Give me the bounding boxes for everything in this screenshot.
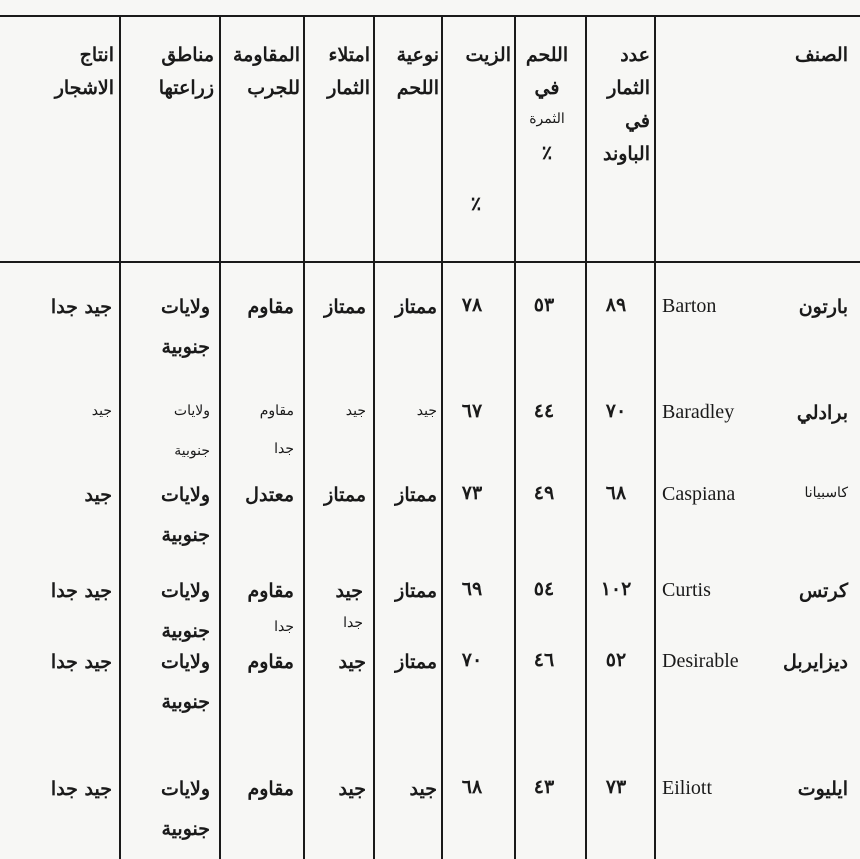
flesh-type-value: جيد bbox=[416, 403, 437, 419]
header-oil bbox=[441, 46, 511, 228]
column-divider bbox=[373, 17, 375, 859]
scab-resistance-value: مقاوم bbox=[259, 403, 294, 419]
oil-percent-value: ٧٣ bbox=[461, 482, 483, 504]
fruit-fullness-value: ممتاز bbox=[324, 484, 366, 506]
flesh-type-value: ممتاز bbox=[395, 296, 437, 318]
header-text: الثمار bbox=[327, 77, 370, 99]
oil-percent-value: ٧٠ bbox=[461, 649, 483, 671]
oil-percent-value: ٦٨ bbox=[461, 776, 483, 798]
header-text: اللحم bbox=[525, 44, 569, 66]
fruits-per-pound-value: ٨٩ bbox=[605, 294, 627, 316]
fruit-fullness-value: جيد bbox=[338, 651, 366, 673]
header-flesh-in-fruit bbox=[512, 46, 582, 177]
header-text: الاشجار bbox=[54, 77, 114, 99]
variety-arabic-name: برادلي bbox=[796, 402, 848, 424]
tree-yield-value: جيد جدا bbox=[50, 580, 112, 602]
growing-region-value: جنوبية bbox=[161, 818, 210, 840]
oil-percent-value: ٦٧ bbox=[461, 400, 483, 422]
fruit-fullness-value: جيد bbox=[338, 778, 366, 800]
column-divider bbox=[654, 17, 656, 859]
scab-resistance-value: جدا bbox=[274, 619, 294, 635]
growing-region-value: جنوبية bbox=[161, 336, 210, 358]
fruit-fullness-value: جيد bbox=[335, 580, 363, 602]
growing-region-value: ولايات bbox=[161, 296, 210, 318]
flesh-type-value: ممتاز bbox=[395, 580, 437, 602]
column-divider bbox=[219, 17, 221, 859]
header-flesh-type bbox=[397, 46, 439, 112]
scab-resistance-value: مقاوم bbox=[247, 778, 294, 800]
flesh-percent-value: ٥٣ bbox=[533, 294, 555, 316]
scab-resistance-value: مقاوم bbox=[247, 651, 294, 673]
header-fruit-fullness bbox=[327, 46, 370, 112]
flesh-percent-value: ٤٤ bbox=[533, 400, 555, 422]
header-text: اللحم bbox=[396, 77, 439, 99]
growing-region-value: جنوبية bbox=[174, 443, 210, 459]
header-scab-resistance bbox=[233, 46, 300, 112]
variety-arabic-name: كاسبيانا bbox=[804, 485, 848, 501]
variety-latin-name: Eiliott bbox=[662, 777, 712, 799]
growing-region-value: ولايات bbox=[161, 778, 210, 800]
flesh-type-value: جيد bbox=[409, 778, 437, 800]
header-variety-text: الصنف bbox=[795, 44, 848, 66]
header-text: الثمرة bbox=[529, 111, 565, 127]
fruit-fullness-value-cont: جدا bbox=[343, 615, 363, 631]
header-percent: ٪ bbox=[470, 193, 482, 215]
flesh-type-value: ممتاز bbox=[395, 651, 437, 673]
variety-arabic-name: ديزايربل bbox=[783, 651, 848, 673]
variety-arabic-name: ايليوت bbox=[797, 778, 848, 800]
growing-region-value: جنوبية bbox=[161, 524, 210, 546]
header-text: في bbox=[534, 77, 560, 99]
tree-yield-value: جيد bbox=[84, 484, 112, 506]
variety-latin-name: Baradley bbox=[662, 401, 735, 423]
header-text: للجرب bbox=[247, 77, 300, 99]
flesh-type-value: ممتاز bbox=[395, 484, 437, 506]
fruit-fullness-value: جيد bbox=[345, 403, 366, 419]
header-text: في bbox=[625, 110, 650, 132]
variety-latin-name: Desirable bbox=[662, 650, 739, 672]
column-divider bbox=[119, 17, 121, 859]
fruit-fullness-value: ممتاز bbox=[324, 296, 366, 318]
header-text: الثمار bbox=[607, 77, 650, 99]
growing-region-value: ولايات bbox=[173, 403, 210, 419]
scab-resistance-value: مقاوم bbox=[247, 580, 294, 602]
fruits-per-pound-value: ٥٢ bbox=[605, 649, 627, 671]
tree-yield-value: جيد جدا bbox=[50, 778, 112, 800]
flesh-percent-value: ٤٣ bbox=[533, 776, 555, 798]
flesh-percent-value: ٤٩ bbox=[533, 482, 555, 504]
header-text: عدد bbox=[620, 44, 650, 66]
header-text: مناطق bbox=[161, 44, 214, 66]
header-fruits-per-pound bbox=[603, 46, 650, 178]
header-text: نوعية bbox=[396, 44, 439, 66]
column-divider bbox=[585, 17, 587, 859]
scab-resistance-value: جدا bbox=[274, 441, 294, 457]
scab-resistance-value: معتدل bbox=[245, 484, 294, 506]
oil-percent-value: ٧٨ bbox=[461, 294, 483, 316]
column-divider bbox=[303, 17, 305, 859]
growing-region-value: ولايات bbox=[161, 580, 210, 602]
header-text: امتلاء bbox=[328, 44, 370, 66]
header-text: الزيت bbox=[465, 44, 511, 66]
tree-yield-value: جيد جدا bbox=[50, 296, 112, 318]
fruits-per-pound-value: ٦٨ bbox=[605, 482, 627, 504]
header-text: انتاج bbox=[79, 44, 114, 66]
header-growing-regions bbox=[159, 46, 214, 112]
table-header-rule bbox=[0, 261, 860, 263]
fruits-per-pound-value: ٧٠ bbox=[605, 400, 627, 422]
table-top-rule bbox=[0, 15, 860, 17]
flesh-percent-value: ٥٤ bbox=[533, 578, 555, 600]
tree-yield-value: جيد جدا bbox=[50, 651, 112, 673]
header-tree-yield bbox=[55, 46, 114, 112]
variety-latin-name: Barton bbox=[662, 295, 717, 317]
header-text: المقاومة bbox=[233, 44, 300, 66]
header-text: زراعتها bbox=[158, 77, 214, 99]
oil-percent-value: ٦٩ bbox=[461, 578, 483, 600]
tree-yield-value: جيد bbox=[91, 403, 112, 419]
growing-region-value: ولايات bbox=[161, 651, 210, 673]
growing-region-value: جنوبية bbox=[161, 620, 210, 642]
scab-resistance-value: مقاوم bbox=[247, 296, 294, 318]
variety-arabic-name: كرتس bbox=[798, 580, 848, 602]
flesh-percent-value: ٤٦ bbox=[533, 649, 555, 671]
variety-arabic-name: بارتون bbox=[798, 296, 848, 318]
growing-region-value: جنوبية bbox=[161, 691, 210, 713]
header-percent: ٪ bbox=[541, 142, 553, 164]
header-text: الباوند bbox=[602, 143, 650, 165]
growing-region-value: ولايات bbox=[161, 484, 210, 506]
fruits-per-pound-value: ١٠٢ bbox=[600, 578, 632, 600]
variety-latin-name: Caspiana bbox=[662, 483, 736, 505]
fruits-per-pound-value: ٧٣ bbox=[605, 776, 627, 798]
header-variety bbox=[795, 46, 848, 79]
variety-latin-name: Curtis bbox=[662, 579, 711, 601]
